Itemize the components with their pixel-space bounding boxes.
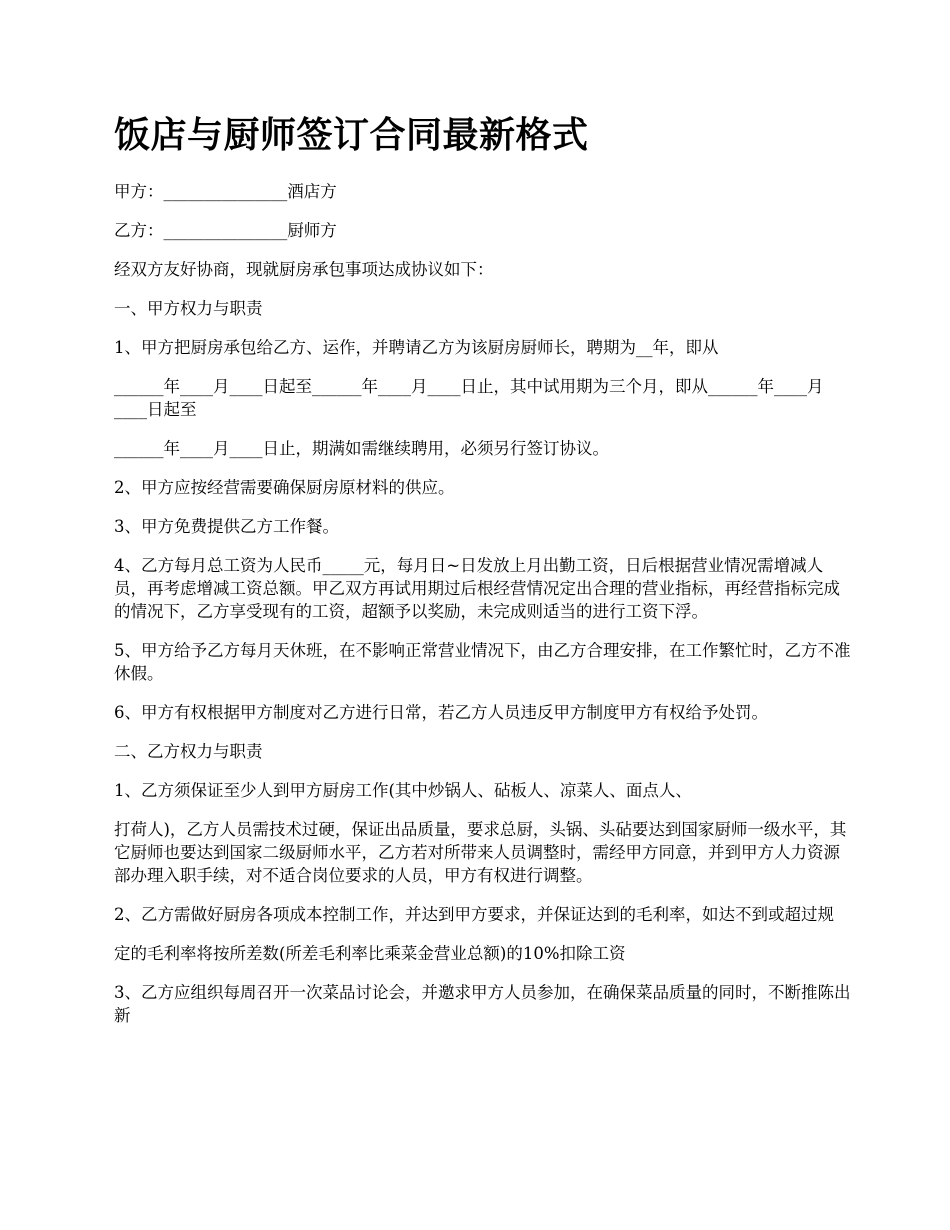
clause-b2: 2、乙方需做好厨房各项成本控制工作，并达到甲方要求，并保证达到的毛利率，如达不到或超过规: [114, 905, 834, 924]
clause-a1-dates: ______年____月____日起至______年____月____日止，其中试用期为三个月，即从______年____月____日起至: [114, 377, 824, 419]
clause-a4: 4、乙方每月总工资为人民币_____元，每月日~日发放上月出勤工资，日后根据营业情况需增减人员，再考虑增减工资总额。甲乙双方再试用期过后根经营情况定出合理的营业指标，再经营指标完成的情况下，乙方享受现有的工资，超额予以奖励，未完成则适当的进行工资下浮。: [114, 556, 840, 621]
clause-a3: 3、甲方免费提供乙方工作餐。: [114, 517, 339, 536]
document-page: [114, 112, 854, 1043]
clause-a2: 2、甲方应按经营需要确保厨房原材料的供应。: [114, 478, 455, 497]
clause-b3: 3、乙方应组织每周召开一次菜品讨论会，并邀求甲方人员参加，在确保菜品质量的同时，不断推陈出新: [114, 983, 851, 1025]
clause-a5: 5、甲方给予乙方每月天休班，在不影响正常营业情况下，由乙方合理安排，在工作繁忙时，乙方不准休假。: [114, 641, 851, 683]
clause-a1: 1、甲方把厨房承包给乙方、运作，并聘请乙方为该厨房厨师长，聘期为__年，即从: [114, 338, 719, 357]
section-heading-party-a: 一、甲方权力与职责: [114, 299, 263, 318]
clause-a6: 6、甲方有权根据甲方制度对乙方进行日常，若乙方人员违反甲方制度甲方有权给予处罚。: [114, 703, 768, 722]
clause-b2-continued: 定的毛利率将按所差数(所差毛利率比乘菜金营业总额)的10%扣除工资: [114, 944, 626, 963]
section-heading-party-b: 二、乙方权力与职责: [114, 742, 263, 761]
preamble: 经双方友好协商，现就厨房承包事项达成协议如下：: [114, 260, 494, 279]
party-b-line: 乙方：_______________厨师方: [114, 221, 337, 240]
clause-b1: 1、乙方须保证至少人到甲方厨房工作(其中炒锅人、砧板人、凉菜人、面点人、: [114, 781, 692, 800]
party-a-line: 甲方：_______________酒店方: [114, 182, 337, 201]
clause-a1-end: ______年____月____日止，期满如需继续聘用，必须另行签订协议。: [114, 439, 609, 458]
document-title: 饭店与厨师签订合同最新格式: [114, 114, 589, 156]
clause-b1-continued: 打荷人)，乙方人员需技术过硬，保证出品质量，要求总厨，头锅、头砧要达到国家厨师一级水平，其它厨师也要达到国家二级厨师水平，乙方若对所带来人员调整时，需经甲方同意，并到甲方人力资源部办理入职手续，对不适合岗位要求的人员，甲方有权进行调整。: [114, 820, 847, 885]
